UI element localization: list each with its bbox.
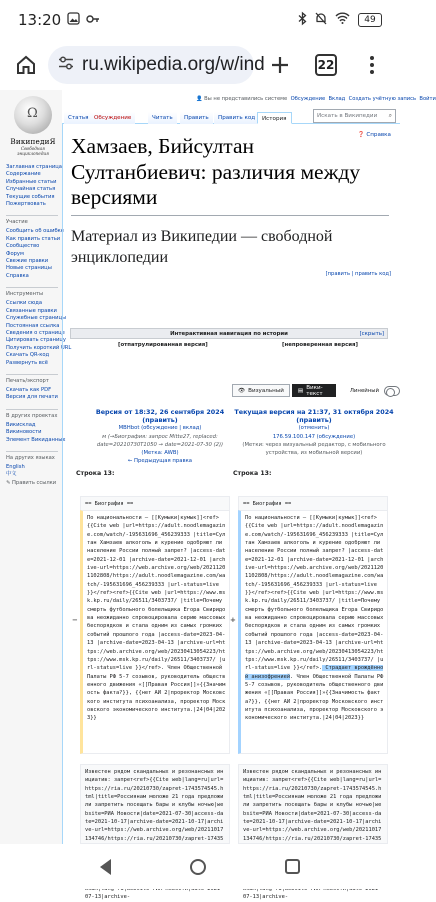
diff-added-highlight: Страдает врождённой анизофренией	[245, 665, 384, 680]
sidebar-main	[6, 164, 62, 208]
anon-talk-link[interactable]: Обсуждение	[290, 96, 326, 102]
site-settings-icon[interactable]	[58, 56, 74, 74]
logo-subtitle: Свободная энциклопедия	[17, 146, 49, 156]
page-subtitle: Материал из Википедии — свободной энциклопедии	[71, 227, 333, 266]
sidebar-lang-english[interactable]: English	[6, 463, 25, 470]
diff-added-pre: По национальности — [[Кумыки|кумык]]<ref>{{Cite web |url=https://adult.noodlemagazine.com/watch/-195631696_456239333 |title=Султан Хамзаев алкоголь и курение одобряют ли население России полный запрет? |access-date=2021-12-01 |archive-date=2021-12-01 |archive-url=https://web.archive.org/web/20211201102808/https://adult.noodlemagazine.com/watch/-195631696_456239333 |url-status=live }}</ref><ref>{{Cite web |url=https://www.msk.kp.ru/daily/26511/3403737/ |title=Почему смерть футбольного болельщика Егора Свиридова неожиданно спровоцировала серию массовых беспорядков и стала одним из самых громких событий прошлого года |access-date=2023-04-13 |archive-date=2023-04-13 |archive-url=https://web.archive.org/web/20230413054223/https://www.msk.kp.ru/daily/26511/3403737/ |url-status=live }}</ref>.	[245, 515, 387, 672]
tab-count: 22	[315, 54, 337, 76]
sidebar-item-special-pages[interactable]: Служебные страницы	[6, 315, 67, 322]
sidebar-item-report-error[interactable]: Сообщить об ошибке	[6, 228, 64, 235]
sidebar-item-short-url[interactable]: Получить короткий URL	[6, 344, 72, 351]
sidebar-item-help[interactable]: Справка	[6, 272, 29, 279]
tab-talk[interactable]: Обсуждение	[90, 112, 135, 124]
search-placeholder: Искать в Википедии	[317, 113, 378, 119]
history-navigation-box[interactable]	[70, 328, 388, 339]
personal-tools	[196, 96, 436, 102]
sidebar-heading-projects: В других проектах	[6, 409, 58, 419]
clock: 13:20	[18, 11, 62, 29]
help-link[interactable]	[358, 132, 391, 138]
sidebar-item-contents[interactable]: Содержание	[6, 171, 41, 178]
sidebar-item-printable[interactable]: Версия для печати	[6, 394, 58, 401]
sidebar-item-donate[interactable]: Пожертвовать	[6, 201, 46, 208]
create-account-link[interactable]: Создать учётную запись	[348, 96, 417, 102]
sidebar-lang-chinese[interactable]: 中文	[6, 471, 17, 478]
tab-article[interactable]: Статья	[64, 112, 93, 124]
sidebar-languages	[6, 451, 58, 487]
sidebar-heading-tools: Инструменты	[6, 287, 58, 297]
sidebar-item-current-events[interactable]: Текущие события	[6, 193, 55, 200]
silent-mode-icon	[315, 12, 327, 29]
diff-plus-marker: +	[230, 616, 236, 624]
previous-edit-link[interactable]: ← Предыдущая правка	[127, 458, 193, 465]
diff-added-post: . Член Общественной Палаты РФ 5-7 созывов, руководитель общественного движения «[[Правая Россия]]»{{Значимость факта?}}, {{нет АИ 2|проректор Московского института психоанализа, проректор Московского экономического института.|24|04|2023}}	[245, 673, 387, 722]
new-revision-user[interactable]: 176.59.100.147 (обсуждение)	[272, 433, 356, 440]
sidebar-print	[6, 374, 58, 402]
diff-deleted-line: По национальности — [[Кумыки|кумык]]<ref>{{Cite web |url=https://adult.noodlemagazine.com/watch/-195631696_456239333 |title=Султан Хамзаев алкоголь и курение одобряют ли население России полный запрет? |access-date=2021-12-01 |archive-date=2021-12-01 |archive-url=https://web.archive.org/web/20211201102808/https://adult.noodlemagazine.com/watch/-195631696_456239333 |url-status=live }}</ref><ref>{{Cite web |url=https://www.msk.kp.ru/daily/26511/3403737/ |title=Почему смерть футбольного болельщика Егора Свиридова неожиданно спровоцировала серию массовых беспорядков и стала одним из самых громких событий прошлого года |access-date=2023-04-13 |archive-date=2023-04-13 |archive-url=https://web.archive.org/web/20230413054223/https://www.msk.kp.ru/daily/26511/3403737/ |url-status=live }}</ref>. Член Общественной Палаты РФ 5-7 созывов, руководитель общественного движения «[[Правая Россия]]»{{Значимость факта?}}, {{нет АИ 2|проректор Московского института психоанализа, проректор Московского экономического института.|24|04|2023}}	[80, 510, 230, 754]
eye-icon: 👁	[238, 387, 246, 394]
diff-next-right: Известен рядом скандальных и резонансных инициатив: запрет<ref>{{Cite web|lang=ru|url=https://ria.ru/20210730/zapret-1743574545.html|title=Россиянам моложе 21 года предложили запретить посещать бары и клубы ночью|website=РИА Новости|date=2021-07-30|access-date=2021-10-17|archive-date=2021-10-17|archive-url=https://web.archive.org/web/20211017134746/https://ria.ru/20210730/zapret-17435 07-13|archive-	[238, 764, 388, 844]
vpn-key-icon	[86, 13, 100, 28]
diff-next-left: Известен рядом скандальных и резонансных инициатив: запрет<ref>{{Cite web|lang=ru|url=https://ria.ru/20210730/zapret-1743574545.html|title=Россиянам моложе 21 года предложили запретить посещать бары и клубы ночью|website=РИА Новости|date=2021-07-30|access-date=2021-10-17|archive-date=2021-10-17|archive-url=https://web.archive.org/web/20211017134746/https://ria.ru/20210730/zapret-17435 07-13|archive-	[80, 764, 230, 844]
sidebar-item-commons[interactable]: Викисклад	[6, 421, 36, 428]
edit-links-label: Править ссылки	[12, 479, 57, 486]
line-number-left: Строка 13:	[76, 470, 115, 477]
linear-label: Линейный	[349, 387, 380, 394]
diff-context-right: == Биография ==	[238, 496, 388, 512]
sidebar-item-page-info[interactable]: Сведения о странице	[6, 329, 65, 336]
edit-interlanguage-links[interactable]: ✎ Править ссылки	[6, 479, 57, 486]
sidebar-item-random[interactable]: Случайная статья	[6, 186, 56, 193]
sidebar-item-community[interactable]: Сообщество	[6, 243, 40, 250]
wikipedia-globe-icon	[14, 96, 52, 134]
sidebar-item-how-to-edit[interactable]: Как править статьи	[6, 235, 61, 242]
plus-icon	[270, 55, 290, 75]
wikipedia-logo[interactable]	[8, 96, 58, 156]
diff-added-line	[238, 510, 388, 754]
tab-edit[interactable]: Править	[180, 112, 213, 124]
address-bar[interactable]	[48, 46, 265, 84]
sidebar-heading-languages: На других языках	[6, 451, 58, 461]
sidebar-item-wikidata[interactable]: Элемент Викиданных	[6, 436, 66, 443]
bluetooth-icon	[298, 12, 307, 29]
help-label: Справка	[366, 132, 391, 138]
new-tab-button[interactable]	[260, 45, 300, 85]
url-text[interactable]: ru.wikipedia.org/w/ind	[82, 54, 265, 75]
sidebar-item-what-links-here[interactable]: Ссылки сюда	[6, 300, 43, 307]
home-icon	[15, 54, 37, 76]
back-button[interactable]	[100, 859, 111, 875]
search-input[interactable]	[313, 109, 396, 123]
history-navigation-hide[interactable]: [скрыть]	[359, 331, 384, 337]
sidebar-heading-participation: Участие	[6, 215, 58, 225]
browser-menu-button[interactable]	[352, 45, 392, 85]
new-revision-header	[234, 408, 394, 457]
undo-link[interactable]: (отменить)	[298, 425, 330, 432]
label-patrolled: [отпатрулированная версия]	[118, 342, 208, 348]
page-title: Хамзаев, Бийсултан Султанбиевич: различия между версиями	[71, 134, 389, 216]
sidebar-heading-print: Печать/экспорт	[6, 374, 58, 384]
tab-edit-source[interactable]: Править код	[214, 112, 259, 124]
sidebar-item-qr-code[interactable]: Скачать QR-код	[6, 352, 50, 359]
label-unchecked: [непроверенная версия]	[282, 342, 358, 348]
sidebar-tools	[6, 287, 72, 367]
new-revision-title[interactable]: Текущая версия на 21:37, 31 октября 2024 (править)	[234, 408, 394, 425]
sidebar-item-featured[interactable]: Избранные статьи	[6, 178, 57, 185]
old-revision-summary-2: date=20210730T1050 → date=2021-07-30 (2))	[96, 441, 224, 448]
sidebar-item-expand-all[interactable]: Развернуть всё	[6, 359, 48, 366]
line-number-right: Строка 13:	[233, 470, 272, 477]
wikitext-diff-button[interactable]	[292, 384, 336, 397]
diff-view-switcher	[232, 384, 400, 397]
tab-read[interactable]: Читать	[148, 112, 177, 124]
browser-toolbar	[0, 40, 400, 90]
recents-button[interactable]	[285, 859, 300, 874]
sidebar-item-wikinews[interactable]: Викиновости	[6, 429, 42, 436]
history-navigation-title: Интерактивная навигация по истории	[170, 331, 288, 337]
gallery-notification-icon	[67, 12, 80, 29]
login-link[interactable]: Войти	[419, 96, 436, 102]
logo-title: ВикипедиЯ	[10, 137, 56, 146]
sidebar-participation	[6, 215, 64, 280]
sidebar-item-download-pdf[interactable]: Скачать как PDF	[6, 386, 52, 393]
sidebar-item-new-pages[interactable]: Новые страницы	[6, 265, 52, 272]
old-revision-tag[interactable]: (Метка: AWB)	[141, 450, 179, 457]
more-vert-icon	[369, 55, 375, 75]
wikitext-icon: ▤	[297, 387, 304, 394]
sidebar-item-forum[interactable]: Форум	[6, 250, 24, 257]
anon-contribs-link[interactable]: Вклад	[328, 96, 346, 102]
diff-context-left: == Биография ==	[80, 496, 230, 512]
diff-minus-marker: −	[72, 616, 78, 624]
wikitext-diff-label: Вики-текст	[306, 384, 323, 397]
sidebar-item-main-page[interactable]: Заглавная страница	[6, 164, 62, 170]
not-logged-in: Вы не представились системе	[204, 96, 288, 102]
new-revision-tags: (Метки: через визуальный редактор, с мобильного устройства, из мобильной версии)	[242, 441, 386, 457]
home-nav-button[interactable]	[190, 859, 206, 875]
sidebar-projects	[6, 409, 66, 444]
tab-switcher-button[interactable]	[306, 45, 346, 85]
old-revision-header	[80, 408, 240, 465]
user-icon: 👤	[196, 96, 203, 102]
old-revision-summary-1: м (→Биография: запрос Mitte27, replaced:	[102, 433, 218, 440]
system-nav-bar	[0, 844, 400, 889]
wifi-icon	[335, 12, 350, 28]
battery-icon: 49	[358, 13, 382, 27]
visual-diff-label: Визуальный	[248, 387, 284, 394]
tab-history[interactable]: История	[257, 112, 292, 124]
old-revision-user[interactable]: MBHbot (обсуждение | вклад)	[118, 425, 202, 432]
wiki-page	[0, 90, 436, 901]
sidebar-item-related-changes[interactable]: Связанные правки	[6, 307, 57, 314]
status-bar	[0, 0, 400, 40]
sidebar-item-recent-changes[interactable]: Свежие правки	[6, 258, 49, 265]
home-button[interactable]	[8, 47, 44, 83]
linear-toggle[interactable]	[384, 386, 400, 396]
sidebar	[0, 90, 72, 844]
old-revision-title[interactable]: Версия от 18:32, 26 сентября 2024 (править)	[95, 408, 225, 425]
help-icon: ❓	[357, 132, 365, 138]
sidebar-item-cite[interactable]: Цитировать страницу	[6, 337, 66, 344]
visual-diff-button[interactable]	[232, 384, 290, 397]
section-edit-links[interactable]: [править | править код]	[325, 271, 391, 277]
search-icon[interactable]: ⌕	[388, 112, 392, 119]
sidebar-item-permalink[interactable]: Постоянная ссылка	[6, 322, 60, 329]
